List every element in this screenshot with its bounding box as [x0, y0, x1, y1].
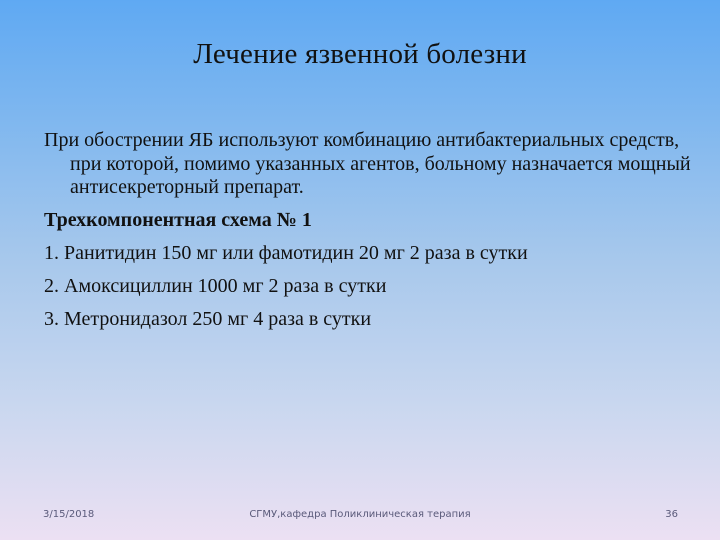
list-item: 1. Ранитидин 150 мг или фамотидин 20 мг 2 раза в сутки: [44, 241, 528, 264]
intro-paragraph: При обострении ЯБ используют комбинацию антибактериальных средств, при которой, помимо указанных агентов, больному назначается мощный антисекреторный препарат.: [44, 129, 691, 198]
list-item: 2. Амоксициллин 1000 мг 2 раза в сутки: [44, 274, 387, 297]
footer-date: 3/15/2018: [43, 509, 95, 520]
slide-body: [44, 129, 704, 336]
list-item: 3. Метронидазол 250 мг 4 раза в сутки: [44, 307, 372, 330]
footer-text: СГМУ,кафедра Поликлиническая терапия: [249, 509, 471, 520]
scheme-title: Трехкомпонентная схема № 1: [44, 208, 312, 231]
slide-title: Лечение язвенной болезни: [193, 38, 527, 70]
page-number: 36: [665, 509, 678, 520]
